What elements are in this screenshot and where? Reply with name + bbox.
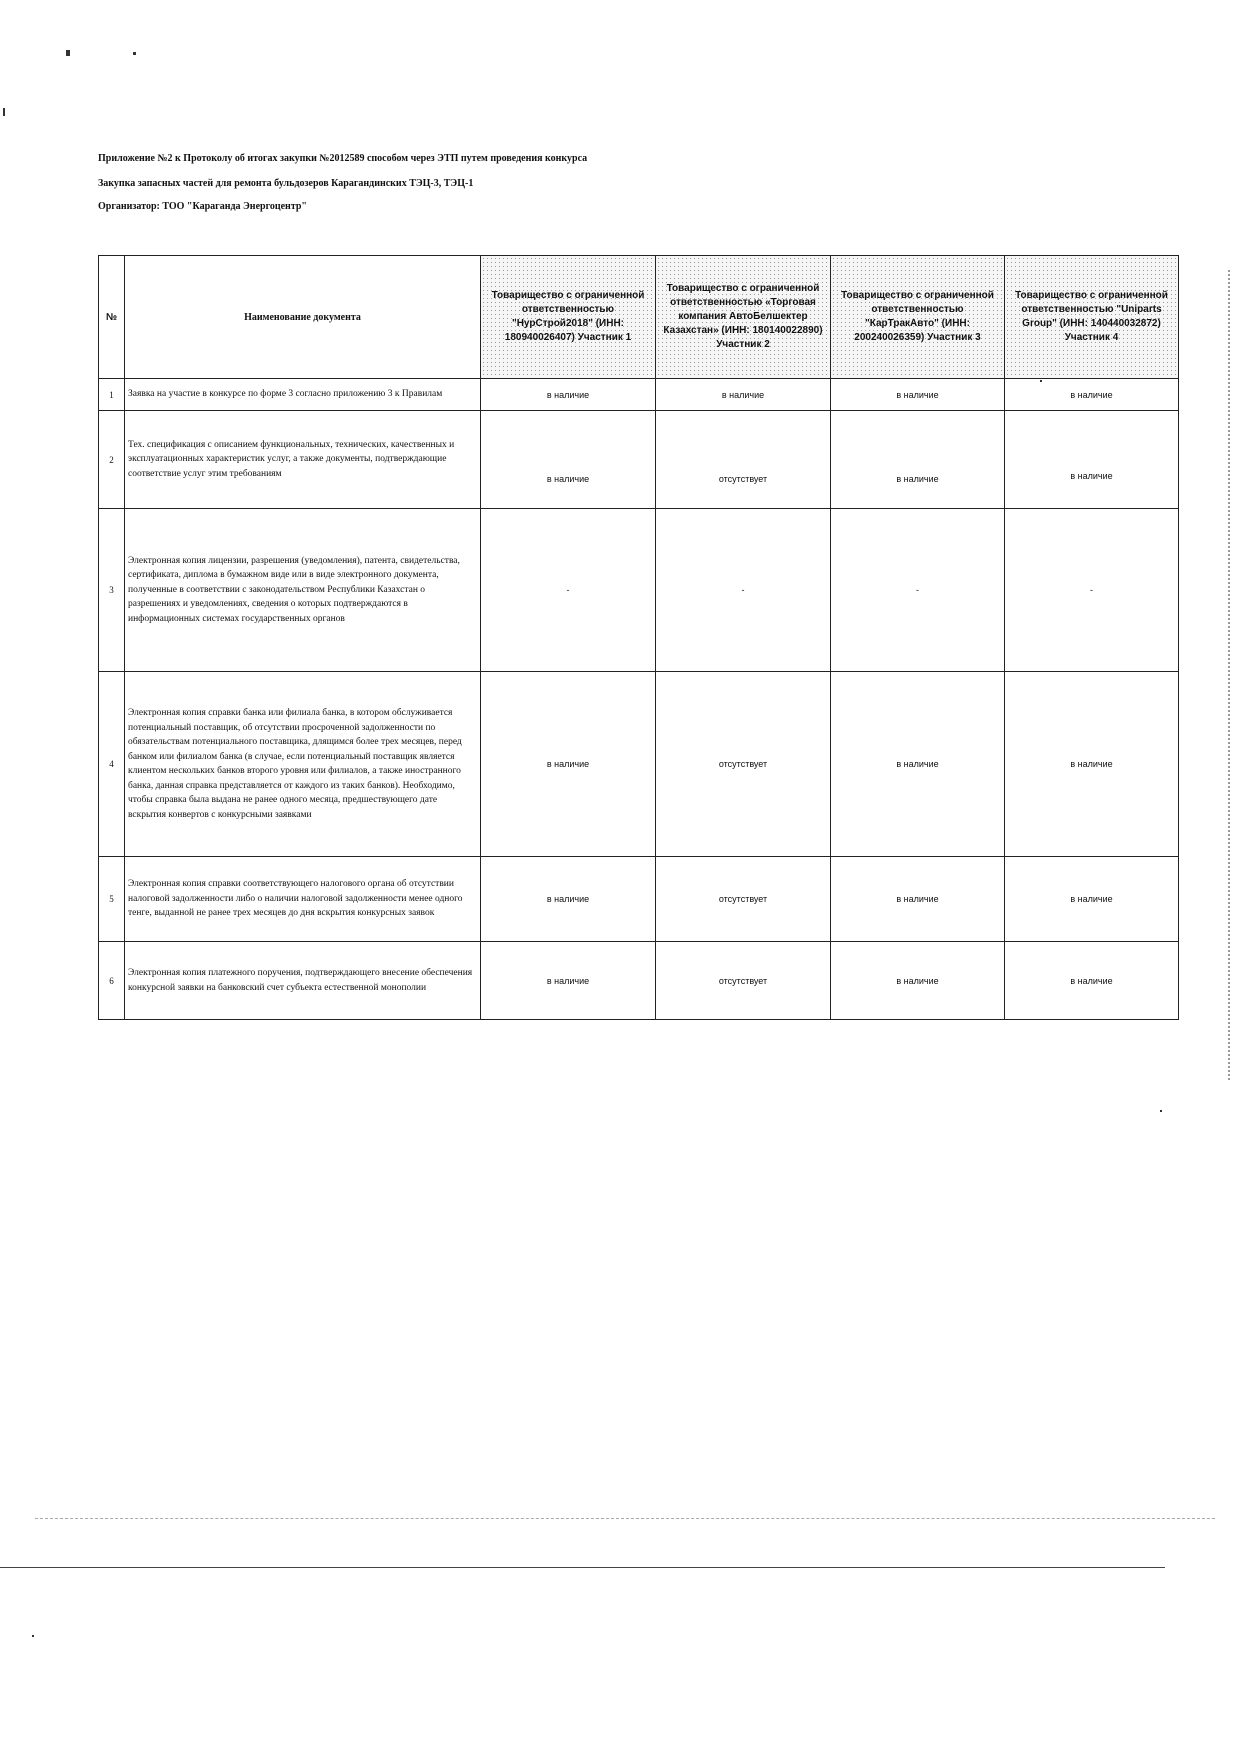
header-number: № bbox=[99, 256, 125, 379]
table-row bbox=[99, 411, 1179, 509]
participant-2-status: - bbox=[656, 509, 831, 672]
row-number: 5 bbox=[99, 857, 125, 942]
scan-speck bbox=[1160, 1110, 1162, 1112]
participant-3-status: в наличие bbox=[831, 672, 1005, 857]
scan-speck bbox=[66, 50, 70, 56]
participant-4-status: в наличие bbox=[1005, 942, 1179, 1020]
document-name: Электронная копия справки соответствующего налогового органа об отсутствии налоговой задолженности либо о наличии налоговой задолженности менее одного тенге, выданной не ранее трех месяцев до дня вскрытия конкурсных заявок bbox=[125, 857, 481, 942]
participant-4-status: в наличие bbox=[1005, 411, 1179, 509]
header-document-name: Наименование документа bbox=[125, 256, 481, 379]
table-row bbox=[99, 379, 1179, 411]
participant-1-status: в наличие bbox=[481, 672, 656, 857]
row-number: 3 bbox=[99, 509, 125, 672]
scan-speck bbox=[32, 1635, 34, 1637]
participant-3-status: в наличие bbox=[831, 379, 1005, 411]
participant-4-status: в наличие bbox=[1005, 672, 1179, 857]
header-participant-4: Товарищество с ограниченной ответственностью "Uniparts Group" (ИНН: 140440032872) Участник 4 bbox=[1005, 256, 1179, 379]
participant-2-status: отсутствует bbox=[656, 942, 831, 1020]
document-name: Электронная копия справки банка или филиала банка, в котором обслуживается потенциальный поставщик, об отсутствии просроченной задолженности по обязательствам потенциального поставщика, длящимся более трех месяцев, перед банком или филиалом банка (в случае, если потенциальный поставщик является клиентом нескольких банков второго уровня или филиалов, а также иностранного банка, данная справка представляется от каждого из таких банков). Необходимо, чтобы справка была выдана не ранее одного месяца, предшествующего дате вскрытия конвертов с конкурсными заявками bbox=[125, 672, 481, 857]
participant-2-status: отсутствует bbox=[656, 672, 831, 857]
document-header bbox=[98, 152, 658, 213]
table-header-row bbox=[99, 256, 1179, 379]
scan-edge-marks bbox=[1228, 270, 1232, 1080]
document-name: Заявка на участие в конкурсе по форме 3 согласно приложению 3 к Правилам bbox=[125, 379, 481, 411]
participant-3-status: в наличие bbox=[831, 857, 1005, 942]
table-row bbox=[99, 942, 1179, 1020]
participant-4-status: - bbox=[1005, 509, 1179, 672]
row-number: 2 bbox=[99, 411, 125, 509]
document-name: Электронная копия лицензии, разрешения (уведомления), патента, свидетельства, сертификата, диплома в бумажном виде или в виде электронного документа, полученные в соответствии с законодательством Республики Казахстан о разрешениях и уведомлениях, сведения о которых подтверждаются в информационных системах государственных органов bbox=[125, 509, 481, 672]
scan-line bbox=[35, 1518, 1215, 1519]
header-participant-2: Товарищество с ограниченной ответственностью «Торговая компания АвтоБелшектер Казахстан» (ИНН: 180140022890) Участник 2 bbox=[656, 256, 831, 379]
participant-2-status: отсутствует bbox=[656, 411, 831, 509]
participant-1-status: в наличие bbox=[481, 942, 656, 1020]
document-title: Приложение №2 к Протоколу об итогах закупки №2012589 способом через ЭТП путем проведения конкурса bbox=[98, 153, 588, 164]
participant-4-status: в наличие bbox=[1005, 379, 1179, 411]
participant-1-status: в наличие bbox=[481, 411, 656, 509]
scan-speck bbox=[133, 52, 136, 55]
document-name: Тех. спецификация с описанием функциональных, технических, качественных и эксплуатационных характеристик услуг, а также документы, подтверждающие соответствие услуг этим требованиям bbox=[125, 411, 481, 509]
table-row bbox=[99, 672, 1179, 857]
header-participant-1: Товарищество с ограниченной ответственностью "НурСтрой2018" (ИНН: 180940026407) Участник 1 bbox=[481, 256, 656, 379]
participant-1-status: - bbox=[481, 509, 656, 672]
document-name: Электронная копия платежного поручения, подтверждающего внесение обеспечения конкурсной заявки на банковский счет субъекта естественной монополии bbox=[125, 942, 481, 1020]
row-number: 4 bbox=[99, 672, 125, 857]
participant-3-status: - bbox=[831, 509, 1005, 672]
procurement-subject: Закупка запасных частей для ремонта бульдозеров Карагандинских ТЭЦ-3, ТЭЦ-1 bbox=[98, 178, 474, 189]
documents-table bbox=[98, 255, 1179, 1020]
page-rule bbox=[0, 1567, 1165, 1568]
row-number: 6 bbox=[99, 942, 125, 1020]
organizer: Организатор: ТОО "Караганда Энергоцентр" bbox=[98, 201, 307, 212]
table-row bbox=[99, 509, 1179, 672]
participant-2-status: в наличие bbox=[656, 379, 831, 411]
participant-2-status: отсутствует bbox=[656, 857, 831, 942]
participant-4-status: в наличие bbox=[1005, 857, 1179, 942]
header-participant-3: Товарищество с ограниченной ответственностью "КарТракАвто" (ИНН: 200240026359) Участник 3 bbox=[831, 256, 1005, 379]
participant-1-status: в наличие bbox=[481, 857, 656, 942]
participant-1-status: в наличие bbox=[481, 379, 656, 411]
table-row bbox=[99, 857, 1179, 942]
row-number: 1 bbox=[99, 379, 125, 411]
participant-3-status: в наличие bbox=[831, 942, 1005, 1020]
scan-speck bbox=[3, 108, 5, 116]
participant-3-status: в наличие bbox=[831, 411, 1005, 509]
